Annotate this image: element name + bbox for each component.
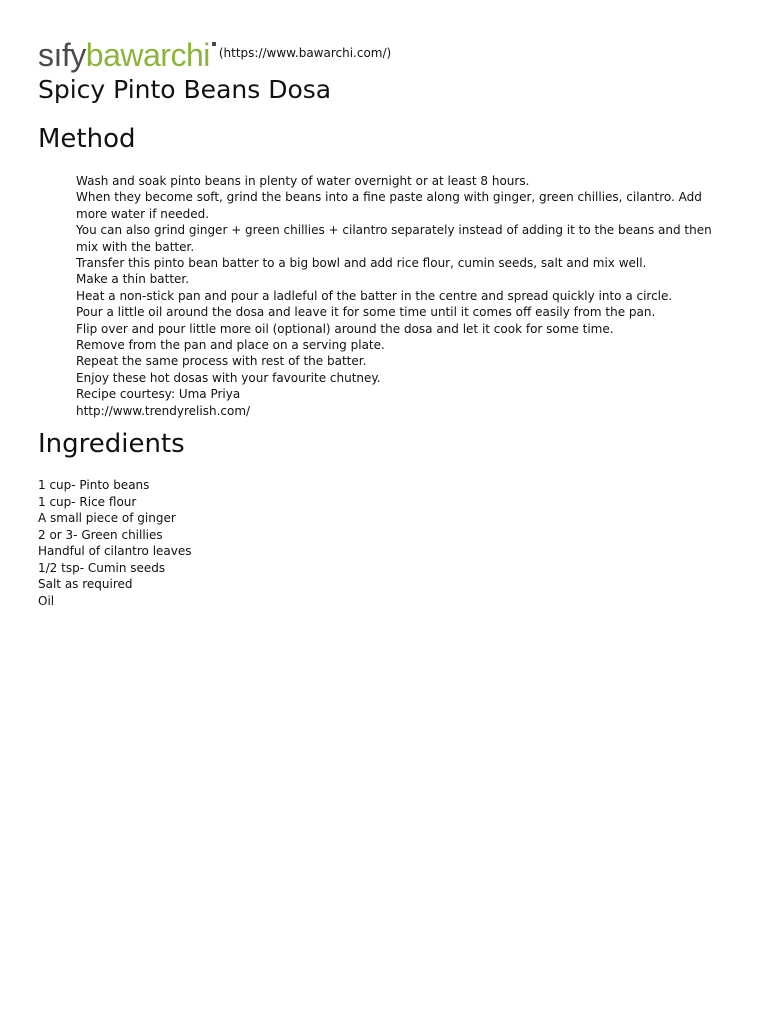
method-heading: Method xyxy=(38,124,136,154)
method-step: You can also grind ginger + green chillies + cilantro separately instead of adding it to the beans and then mix with the batter. xyxy=(76,223,712,254)
ingredient-item: Oil xyxy=(38,593,55,608)
method-step: Make a thin batter. xyxy=(76,272,190,287)
sify-bawarchi-logo[interactable] xyxy=(38,36,216,74)
method-step: Repeat the same process with rest of the batter. xyxy=(76,354,367,369)
source-url-link[interactable]: (https://www.bawarchi.com/) xyxy=(218,46,392,60)
logo-dot-icon xyxy=(212,42,216,46)
ingredient-item: Salt as required xyxy=(38,577,133,591)
method-step-source-link[interactable]: http://www.trendyrelish.com/ xyxy=(76,403,251,418)
method-steps-list xyxy=(76,173,736,419)
ingredient-item: 1 cup- Pinto beans xyxy=(38,478,150,492)
ingredient-item: 2 or 3- Green chillies xyxy=(38,527,163,542)
method-step: Enjoy these hot dosas with your favourite chutney. xyxy=(76,370,381,385)
method-step: When they become soft, grind the beans into a fine paste along with ginger, green chillies, cilantro. Add more water if needed. xyxy=(76,190,702,221)
method-step: Transfer this pinto bean batter to a big bowl and add rice flour, cumin seeds, salt and mix well. xyxy=(76,256,647,271)
method-step: Remove from the pan and place on a serving plate. xyxy=(76,338,385,353)
method-step: Pour a little oil around the dosa and leave it for some time until it comes off easily from the pan. xyxy=(76,305,656,320)
method-step: Flip over and pour little more oil (optional) around the dosa and let it cook for some time. xyxy=(76,321,614,336)
ingredient-item: 1 cup- Rice flour xyxy=(38,494,137,509)
method-step: Heat a non-stick pan and pour a ladleful of the batter in the centre and spread quickly into a circle. xyxy=(76,288,673,303)
ingredient-item: A small piece of ginger xyxy=(38,511,176,525)
ingredients-heading: Ingredients xyxy=(38,429,185,459)
ingredient-item: 1/2 tsp- Cumin seeds xyxy=(38,560,166,575)
ingredients-list xyxy=(38,477,192,609)
logo-bawarchi-text: bawarchi xyxy=(85,37,210,73)
ingredient-item: Handful of cilantro leaves xyxy=(38,544,192,558)
header xyxy=(38,36,391,76)
recipe-title: Spicy Pinto Beans Dosa xyxy=(38,75,332,104)
method-step: Wash and soak pinto beans in plenty of water overnight or at least 8 hours. xyxy=(76,174,530,188)
method-step-credit: Recipe courtesy: Uma Priya xyxy=(76,387,241,402)
logo-sify-text: sıfy xyxy=(38,37,86,73)
